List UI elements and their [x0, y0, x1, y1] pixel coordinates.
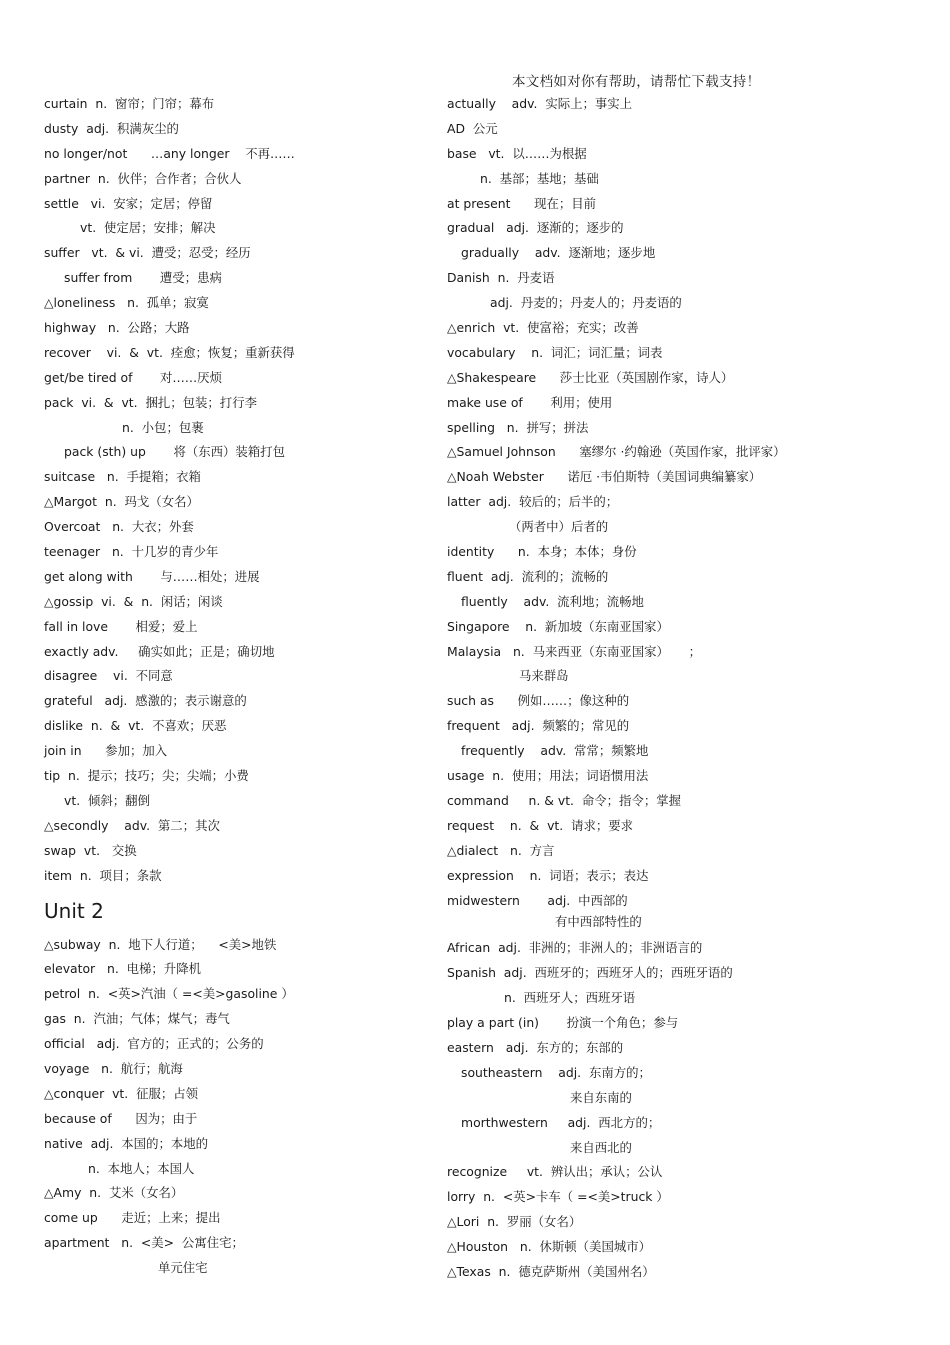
- vocab-entry: partner n. 伙伴；合作者；合伙人: [44, 170, 242, 186]
- vocab-entry: △gossip vi. & n. 闲话；闲谈: [44, 593, 223, 609]
- vocab-entry: petrol n. <英>汽油（ =<美>gasoline ）: [44, 986, 294, 1002]
- vocab-entry: fluent adj. 流利的；流畅的: [447, 568, 609, 584]
- vocab-entry: elevator n. 电梯；升降机: [44, 961, 201, 977]
- vocab-entry: △Shakespeare 莎士比亚（英国剧作家，诗人）: [447, 369, 734, 385]
- vocab-entry: △secondly adv. 第二；其次: [44, 817, 220, 833]
- vocab-entry: dusty adj. 积满灰尘的: [44, 120, 179, 136]
- vocab-entry: midwestern adj. 中西部的: [447, 892, 628, 908]
- right-column: [447, 92, 927, 1285]
- vocab-entry: Singapore n. 新加坡（东南亚国家）: [447, 618, 669, 634]
- vocab-entry: vt. 使定居；安排；解决: [80, 220, 216, 236]
- vocab-entry: play a part (in) 扮演一个角色；参与: [447, 1015, 679, 1031]
- vocab-entry: 有中西部特性的: [555, 914, 642, 930]
- vocab-entry: 来自西北的: [570, 1139, 632, 1155]
- vocab-entry: settle vi. 安家；定居；停留: [44, 195, 213, 211]
- vocab-entry: vt. 倾斜；翻倒: [64, 792, 150, 808]
- vocab-entry: △Texas n. 德克萨斯州（美国州名）: [447, 1263, 655, 1279]
- vocab-entry: n. 西班牙人；西班牙语: [504, 990, 636, 1006]
- vocab-entry: such as 例如……；像这种的: [447, 693, 630, 709]
- vocab-entry: pack vi. & vt. 捆扎；包装；打行李: [44, 394, 257, 410]
- vocab-entry: recognize vt. 辨认出；承认；公认: [447, 1164, 663, 1180]
- vocab-entry: 马来群岛: [519, 668, 569, 684]
- vocab-entry: no longer/not …any longer 不再……: [44, 145, 295, 161]
- vocab-entry: exactly adv. 确实如此；正是；确切地: [44, 643, 275, 659]
- vocab-entry: △subway n. 地下人行道； <美>地铁: [44, 936, 277, 952]
- vocab-entry: official adj. 官方的；正式的；公务的: [44, 1036, 264, 1052]
- vocab-entry: usage n. 使用；用法；词语惯用法: [447, 768, 649, 784]
- vocab-entry: grateful adj. 感激的；表示谢意的: [44, 693, 247, 709]
- vocab-entry: 单元住宅: [158, 1260, 208, 1276]
- vocab-entry: African adj. 非洲的；非洲人的；非洲语言的: [447, 940, 703, 956]
- vocab-entry: spelling n. 拼写；拼法: [447, 419, 589, 435]
- vocab-entry: swap vt. 交换: [44, 842, 137, 858]
- vocab-entry: get/be tired of 对……厌烦: [44, 369, 222, 385]
- vocab-entry: △loneliness n. 孤单；寂寞: [44, 295, 209, 311]
- vocab-entry: curtain n. 窗帘；门帘；幕布: [44, 96, 215, 111]
- vocab-entry: request n. & vt. 请求；要求: [447, 817, 634, 833]
- vocab-entry: identity n. 本身；本体；身份: [447, 544, 637, 560]
- vocab-entry: highway n. 公路；大路: [44, 320, 190, 336]
- vocab-entry: fall in love 相爱；爱上: [44, 618, 198, 634]
- vocab-entry: 来自东南的: [570, 1089, 632, 1105]
- vocab-entry: make use of 利用；使用: [447, 394, 613, 410]
- vocab-entry: command n. & vt. 命令；指令；掌握: [447, 792, 682, 808]
- vocab-entry: gradual adj. 逐渐的；逐步的: [447, 220, 624, 236]
- vocab-entry: lorry n. <英>卡车（ =<美>truck ）: [447, 1189, 669, 1205]
- vocab-entry: pack (sth) up 将（东西）装箱打包: [64, 444, 285, 460]
- vocab-entry: expression n. 词语；表示；表达: [447, 867, 649, 883]
- vocab-entry: △Houston n. 休斯顿（美国城市）: [447, 1239, 652, 1255]
- unit-heading: Unit 2: [44, 898, 104, 923]
- vocab-entry: tip n. 提示；技巧；尖；尖端；小费: [44, 768, 249, 784]
- vocab-entry: △Lori n. 罗丽（女名）: [447, 1214, 582, 1230]
- vocab-entry: get along with 与……相处；进展: [44, 568, 260, 584]
- vocab-entry: latter adj. 较后的；后半的；: [447, 494, 619, 510]
- vocab-entry: AD 公元: [447, 120, 498, 136]
- vocab-entry: join in 参加；加入: [44, 743, 168, 759]
- vocab-entry: base vt. 以……为根据: [447, 145, 587, 161]
- vocab-entry: gas n. 汽油；气体；煤气；毒气: [44, 1011, 230, 1027]
- vocab-entry: suitcase n. 手提箱；衣箱: [44, 469, 201, 485]
- left-column: [44, 92, 424, 1281]
- vocab-entry: Overcoat n. 大衣；外套: [44, 519, 194, 535]
- vocab-entry: （两者中）后者的: [509, 519, 609, 535]
- vocab-entry: because of 因为；由于: [44, 1110, 198, 1126]
- vocab-entry: item n. 项目；条款: [44, 867, 162, 883]
- vocab-entry: Malaysia n. 马来西亚（东南亚国家） ；: [447, 643, 702, 659]
- vocab-entry: n. 本地人；本国人: [88, 1160, 195, 1176]
- vocab-entry: Spanish adj. 西班牙的；西班牙人的；西班牙语的: [447, 965, 733, 981]
- vocab-entry: come up 走近；上来；提出: [44, 1210, 221, 1226]
- vocab-entry: gradually adv. 逐渐地；逐步地: [461, 245, 656, 261]
- vocab-entry: actually adv. 实际上；事实上: [447, 96, 633, 111]
- vocab-entry: disagree vi. 不同意: [44, 668, 173, 684]
- vocab-entry: vocabulary n. 词汇；词汇量；词表: [447, 344, 663, 360]
- vocab-entry: apartment n. <美> 公寓住宅；: [44, 1235, 244, 1251]
- vocab-entry: Danish n. 丹麦语: [447, 270, 555, 286]
- vocab-entry: frequent adj. 频繁的；常见的: [447, 718, 630, 734]
- vocab-entry: eastern adj. 东方的；东部的: [447, 1039, 624, 1055]
- vocab-entry: n. 基部；基地；基础: [480, 170, 599, 186]
- vocab-entry: at present 现在；目前: [447, 195, 597, 211]
- vocab-entry: recover vi. & vt. 痊愈；恢复；重新获得: [44, 344, 295, 360]
- vocab-entry: suffer from 遭受；患病: [64, 270, 222, 286]
- vocab-entry: △Amy n. 艾米（女名）: [44, 1185, 184, 1201]
- vocab-entry: frequently adv. 常常；频繁地: [461, 743, 649, 759]
- vocab-entry: △conquer vt. 征服；占领: [44, 1085, 199, 1101]
- vocab-entry: adj. 丹麦的；丹麦人的；丹麦语的: [490, 295, 682, 311]
- vocab-entry: fluently adv. 流利地；流畅地: [461, 593, 644, 609]
- header-note: 本文档如对你有帮助，请帮忙下载支持！: [512, 74, 761, 90]
- vocab-entry: suffer vt. & vi. 遭受；忍受；经历: [44, 245, 251, 261]
- vocab-entry: dislike n. & vt. 不喜欢；厌恶: [44, 718, 227, 734]
- vocab-entry: native adj. 本国的；本地的: [44, 1135, 209, 1151]
- vocab-entry: △Samuel Johnson 塞缪尔 ·约翰逊（英国作家，批评家）: [447, 444, 786, 460]
- vocab-entry: voyage n. 航行；航海: [44, 1060, 183, 1076]
- vocab-entry: n. 小包；包裹: [122, 419, 204, 435]
- vocab-entry: teenager n. 十几岁的青少年: [44, 544, 219, 560]
- vocab-entry: southeastern adj. 东南方的；: [461, 1064, 651, 1080]
- vocab-entry: morthwestern adj. 西北方的；: [461, 1114, 661, 1130]
- vocab-entry: △Margot n. 玛戈（女名）: [44, 494, 199, 510]
- vocab-entry: △Noah Webster 诺厄 ·韦伯斯特（美国词典编纂家）: [447, 469, 762, 485]
- vocab-entry: △dialect n. 方言: [447, 842, 555, 858]
- vocab-entry: △enrich vt. 使富裕；充实；改善: [447, 320, 639, 336]
